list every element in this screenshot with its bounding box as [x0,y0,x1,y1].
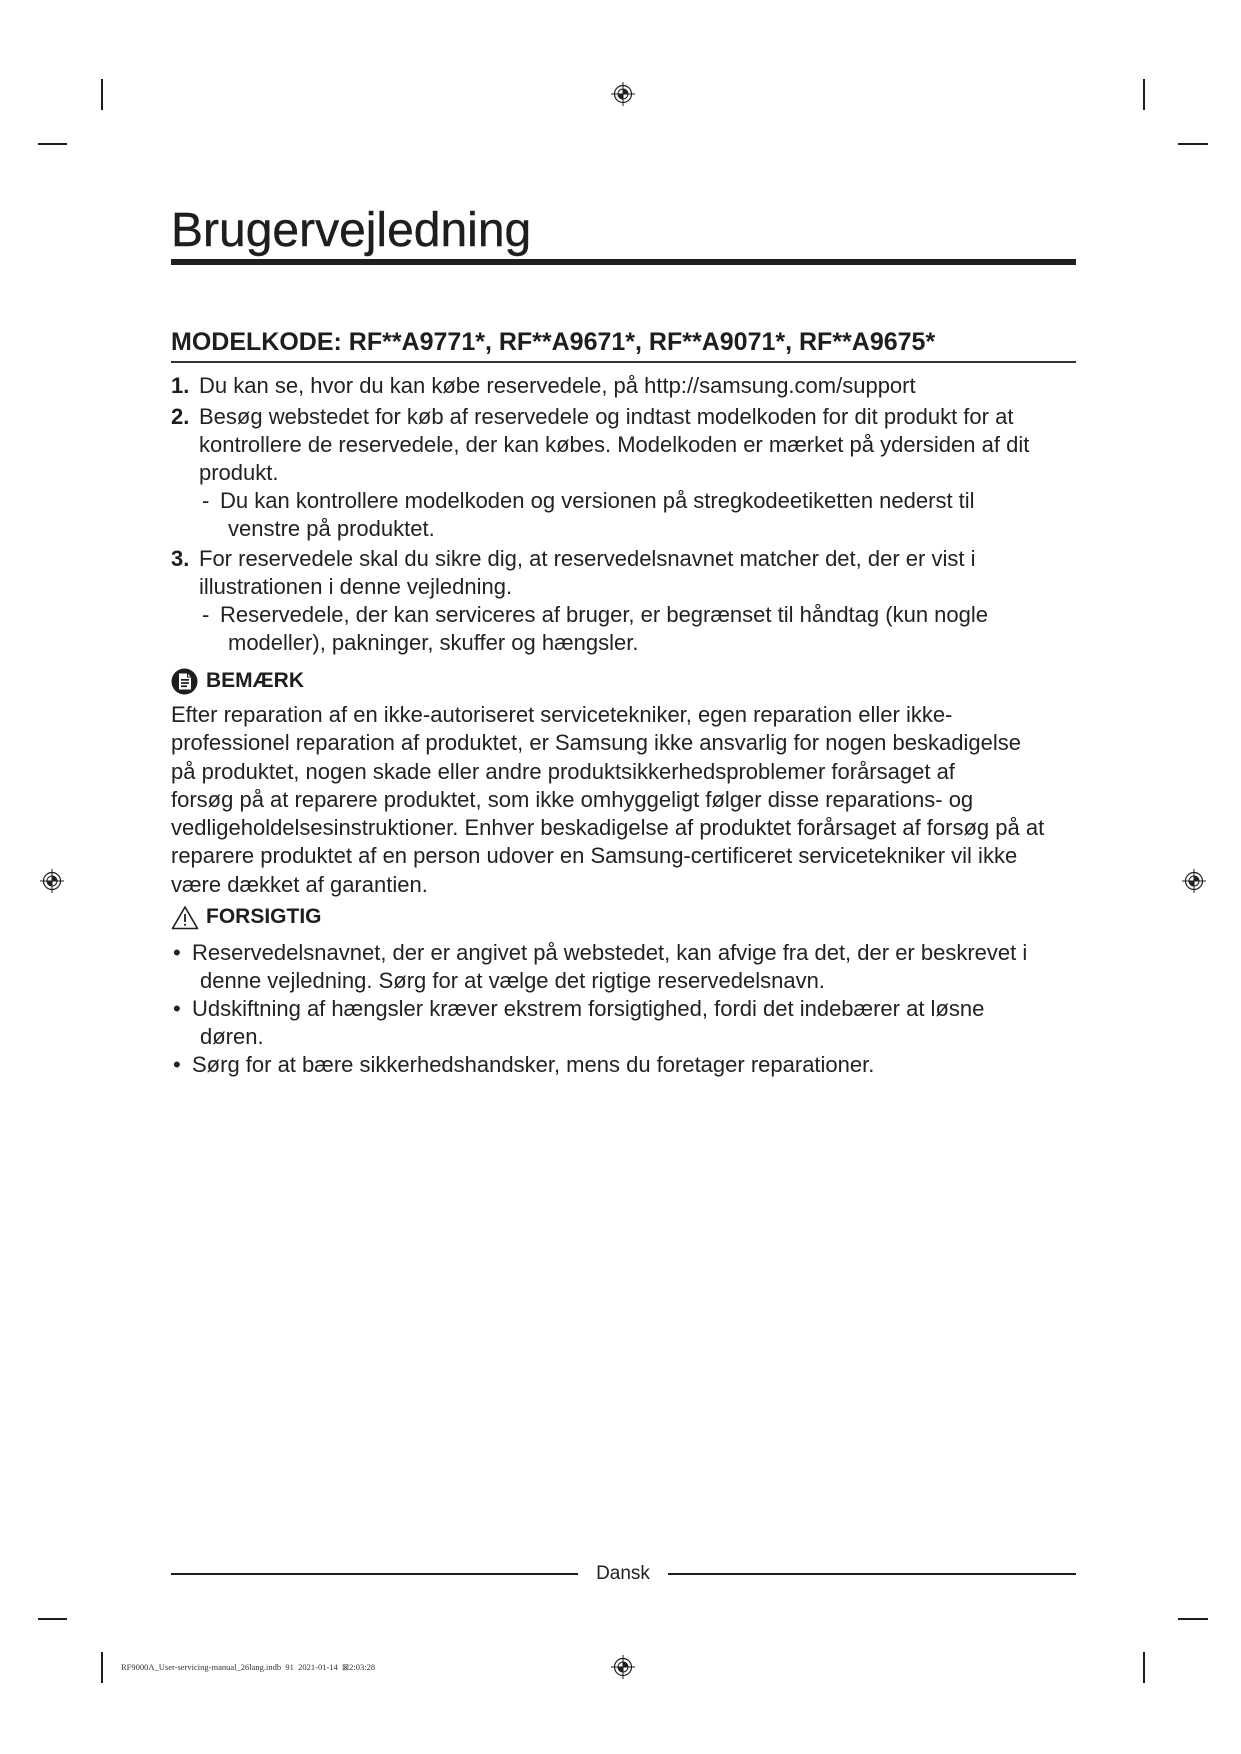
note-text-line: forsøg på at reparere produktet, som ikke omhyggeligt følger disse reparations- og [171,786,974,812]
step-text-line: For reservedele skal du sikre dig, at reservedelsnavnet matcher det, der er vist i [199,546,976,571]
warning-triangle-icon [171,905,199,930]
step-item-1 [171,372,1076,400]
footer-language: Dansk [596,1563,650,1584]
list-item-continuation: døren. [200,1024,264,1050]
bullet-marker: • [173,1052,181,1078]
step-text-line: kontrollere de reservedele, der kan købes. Modelkoden er mærket på ydersiden af dit [199,431,1030,457]
list-item [171,1051,1076,1079]
note-text-line: reparere produktet af en person udover en Samsung-certificeret servicetekniker vil ikke [171,843,1018,869]
crop-mark-bottom-right-vertical [1143,1652,1145,1683]
sub-item-line: modeller), pakninger, skuffer og hængsler. [228,630,639,655]
footer-rule-right [668,1573,1076,1575]
footer-rule-left [171,1573,578,1575]
list-item [171,939,1076,967]
caution-header [171,903,322,931]
sub-item-text: Du kan kontrollere modelkoden og versionen på stregkodeetiketten nederst til [220,487,975,513]
note-text-line: professionel reparation af produktet, er Samsung ikke ansvarlig for nogen beskadigelse [171,730,1021,756]
note-header [171,667,304,695]
crop-mark-top-right-vertical [1143,79,1145,110]
crop-mark-bottom-right-horizontal [1178,1618,1208,1620]
step-item-2 [171,403,1076,543]
sub-item-line [171,487,1076,515]
step-number: 2. [171,403,190,429]
crop-mark-top-left-vertical [101,79,103,110]
section-rule [171,361,1076,363]
registration-target-icon [39,868,65,894]
list-item-text: Udskiftning af hængsler kræver ekstrem forsigtighed, fordi det indebærer at løsne [192,996,985,1022]
crop-mark-top-right-horizontal [1178,143,1208,145]
dash-marker: - [202,487,210,513]
steps-list [171,372,1076,657]
step-item-3 [171,545,1076,657]
step-text-line: illustrationen i denne vejledning. [199,574,513,599]
registration-target-icon [610,1654,636,1680]
page-title: Brugervejledning [171,204,532,257]
registration-target-icon [610,81,636,107]
print-slug: RF9000A_User-servicing-manual_26lang.indb 91 2021-01-14 ⊠2:03:28 [121,1662,376,1672]
crop-mark-bottom-left-horizontal [38,1618,67,1620]
list-item [171,995,1076,1023]
note-text-line: være dækket af garantien. [171,871,428,897]
note-paragraph [171,701,1076,899]
caution-list [171,939,1076,1079]
section-heading: MODELKODE: RF**A9771*, RF**A9671*, RF**A9071*, RF**A9675* [171,328,936,356]
bullet-marker: • [173,996,181,1022]
caution-label: FORSIGTIG [206,905,322,928]
step-text-line: produkt. [199,459,279,485]
list-item-text: Reservedelsnavnet, der er angivet på webstedet, kan afvige fra det, der er beskrevet i [192,940,1028,965]
note-icon [171,668,198,695]
registration-target-icon [1181,868,1207,894]
sub-item-text: Reservedele, der kan serviceres af bruger, er begrænset til håndtag (kun nogle [220,602,988,627]
title-rule [171,259,1076,265]
note-text-line: vedligeholdelsesinstruktioner. Enhver beskadigelse af produktet forårsaget af forsøg på at [171,815,1045,841]
note-text-line: på produktet, nogen skade eller andre produktsikkerhedsproblemer forårsaget af [171,758,955,784]
bullet-marker: • [173,940,181,965]
list-item-continuation: denne vejledning. Sørg for at vælge det rigtige reservedelsnavn. [200,968,825,994]
step-text-line: Besøg webstedet for køb af reservedele og indtast modelkoden for dit produkt for at [199,403,1014,429]
step-text-line: Du kan se, hvor du kan købe reservedele, på http://samsung.com/support [199,373,916,398]
dash-marker: - [202,602,210,627]
crop-mark-bottom-left-vertical [101,1652,103,1683]
sub-item-line: venstre på produktet. [228,515,435,541]
list-item-text: Sørg for at bære sikkerhedshandsker, mens du foretager reparationer. [192,1052,875,1078]
note-label: BEMÆRK [206,669,304,692]
note-text-line: Efter reparation af en ikke-autoriseret servicetekniker, egen reparation eller ikke- [171,702,953,727]
sub-item-line [171,601,1076,629]
step-number: 3. [171,546,190,571]
crop-mark-top-left-horizontal [38,143,67,145]
step-number: 1. [171,373,190,398]
